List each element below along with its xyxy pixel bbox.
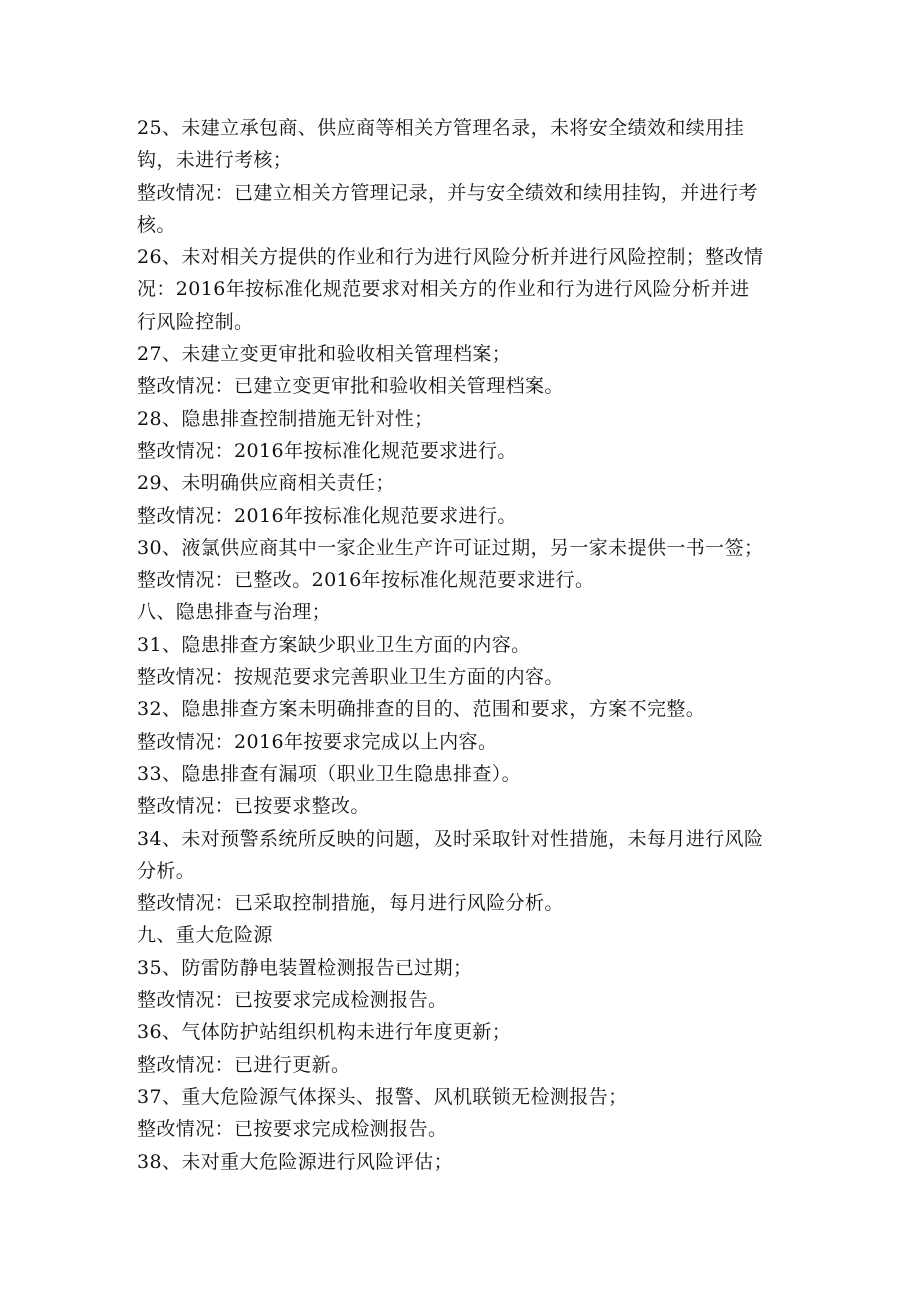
item-31-rectification: 整改情况：按规范要求完善职业卫生方面的内容。 <box>137 666 564 689</box>
item-29-text: 29、未明确供应商相关责任； <box>137 472 395 495</box>
item-30-text: 30、液氯供应商其中一家企业生产许可证过期，另一家未提供一书一签； <box>137 536 764 559</box>
item-26-text-cont: 况：2016年按标准化规范要求对相关方的作业和行为进行风险分析并进 <box>137 278 750 301</box>
item-25-rectification: 整改情况：已建立相关方管理记录，并与安全绩效和续用挂钩，并进行考 <box>137 181 758 204</box>
item-37-rectification: 整改情况：已按要求完成检测报告。 <box>137 1118 448 1141</box>
item-36-text: 36、气体防护站组织机构未进行年度更新； <box>137 1021 512 1044</box>
item-37-text: 37、重大危险源气体探头、报警、风机联锁无检测报告； <box>137 1085 628 1108</box>
item-36-rectification: 整改情况：已进行更新。 <box>137 1053 351 1076</box>
item-25-text: 25、未建立承包商、供应商等相关方管理名录，未将安全绩效和续用挂 <box>137 117 744 139</box>
item-25-text-cont: 钩，未进行考核； <box>137 149 293 172</box>
item-35-rectification: 整改情况：已按要求完成检测报告。 <box>137 989 448 1012</box>
item-35-text: 35、防雷防静电装置检测报告已过期； <box>137 956 473 979</box>
item-28-rectification: 整改情况：2016年按标准化规范要求进行。 <box>137 439 517 462</box>
document-body <box>137 112 797 1178</box>
item-32-text: 32、隐患排查方案未明确排查的目的、范围和要求，方案不完整。 <box>137 698 706 721</box>
item-30-rectification: 整改情况：已整改。2016年按标准化规范要求进行。 <box>137 569 595 592</box>
item-32-rectification: 整改情况：2016年按要求完成以上内容。 <box>137 730 498 753</box>
item-28-text: 28、隐患排查控制措施无针对性； <box>137 407 434 430</box>
section-8-heading: 八、隐患排查与治理； <box>137 601 332 624</box>
item-26-text-cont-2: 行风险控制。 <box>137 310 254 333</box>
item-34-rectification: 整改情况：已采取控制措施，每月进行风险分析。 <box>137 892 564 915</box>
item-27-text: 27、未建立变更审批和验收相关管理档案； <box>137 343 512 366</box>
item-31-text: 31、隐患排查方案缺少职业卫生方面的内容。 <box>137 633 531 656</box>
item-33-rectification: 整改情况：已按要求整改。 <box>137 795 370 818</box>
item-34-text: 34、未对预警系统所反映的问题，及时采取针对性措施，未每月进行风险 <box>137 827 764 850</box>
item-34-text-cont: 分析。 <box>137 859 196 882</box>
item-29-rectification: 整改情况：2016年按标准化规范要求进行。 <box>137 504 517 527</box>
item-27-rectification: 整改情况：已建立变更审批和验收相关管理档案。 <box>137 375 564 398</box>
item-38-text: 38、未对重大危险源进行风险评估； <box>137 1150 453 1173</box>
item-33-text: 33、隐患排查有漏项（职业卫生隐患排查）。 <box>137 762 522 785</box>
section-9-heading: 九、重大危险源 <box>137 924 273 947</box>
item-26-text: 26、未对相关方提供的作业和行为进行风险分析并进行风险控制；整改情 <box>137 246 764 269</box>
item-25-rectification-cont: 核。 <box>137 213 176 236</box>
